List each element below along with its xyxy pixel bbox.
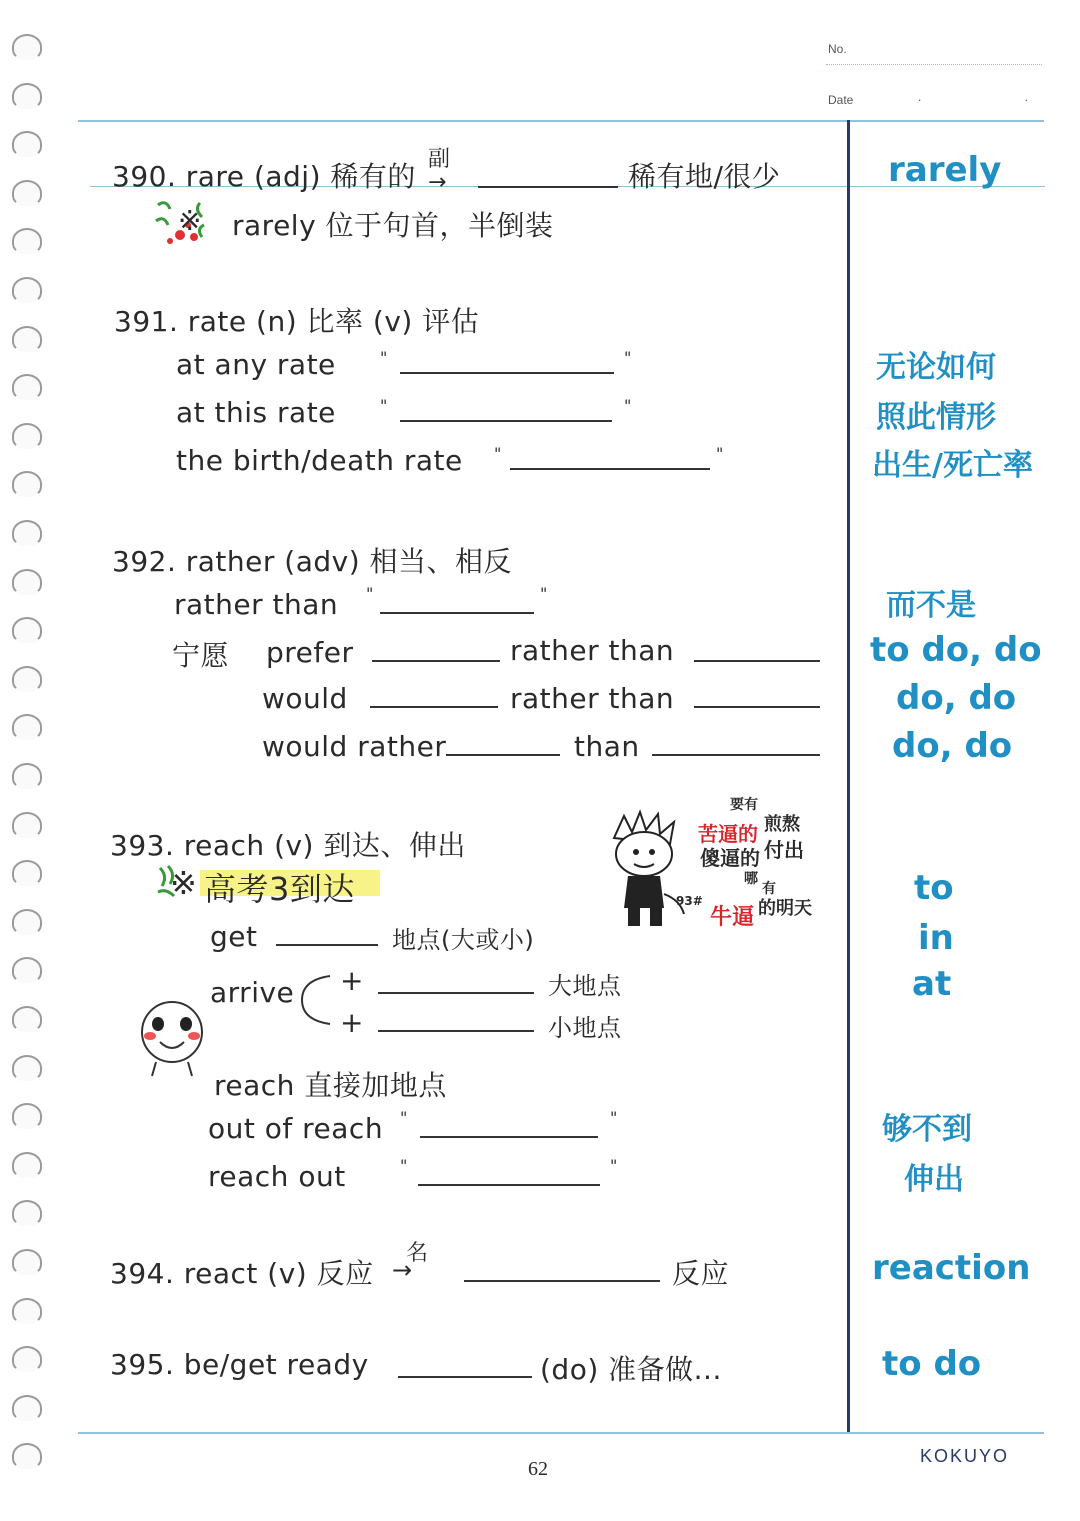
spiral-ring xyxy=(12,326,42,352)
phrase: 地点(大或小) xyxy=(392,926,535,954)
spiral-ring xyxy=(12,180,42,206)
spiral-ring xyxy=(12,909,42,935)
entry-393-title: 393. reach (v) 到达、伸出 xyxy=(110,829,466,862)
quote-mark: " xyxy=(494,444,502,463)
blank xyxy=(380,612,534,614)
quote-mark: " xyxy=(366,584,374,603)
quote-mark: " xyxy=(716,444,724,463)
answer-393-in: in xyxy=(918,918,954,958)
answer-393-oor: 够不到 xyxy=(882,1112,972,1147)
blank xyxy=(400,420,612,422)
sticker-tag: 93# xyxy=(676,894,703,908)
blank xyxy=(378,992,534,994)
blank xyxy=(694,706,820,708)
entry-390-tail: 稀有地/很少 xyxy=(628,160,781,193)
blank xyxy=(420,1136,598,1138)
spiral-ring xyxy=(12,228,42,254)
phrase: rather than xyxy=(510,682,675,715)
answer-391-3: 出生/死亡率 xyxy=(872,448,1033,483)
phrase: reach out xyxy=(208,1160,346,1193)
phrase: out of reach xyxy=(208,1112,384,1145)
entry-395-tail: (do) 准备做... xyxy=(540,1353,722,1386)
entry-392-title: 392. rather (adv) 相当、相反 xyxy=(112,545,513,578)
arrow-icon: → xyxy=(392,1256,413,1284)
brand-logo: KOKUYO xyxy=(920,1446,1010,1466)
entry-390-line: 390. rare (adj) 稀有的 xyxy=(112,160,416,193)
answer-391-1: 无论如何 xyxy=(876,350,996,385)
spiral-ring xyxy=(12,1395,42,1421)
blank xyxy=(276,944,378,946)
blank xyxy=(694,660,820,662)
top-rule xyxy=(78,120,1044,122)
spiral-ring xyxy=(12,763,42,789)
answer-395: to do xyxy=(882,1344,982,1384)
sticker-text: 付出 xyxy=(764,838,804,862)
quote-mark: " xyxy=(610,1156,618,1175)
spiral-ring xyxy=(12,957,42,983)
answer-391-2: 照此情形 xyxy=(876,400,996,435)
sticker-text: 要有 xyxy=(730,797,758,813)
spiral-ring xyxy=(12,860,42,886)
quote-mark: " xyxy=(400,1156,408,1175)
quote-mark: " xyxy=(624,348,632,367)
answer-392-2: to do, do xyxy=(870,630,1042,670)
sticker-text: 傻逼的 xyxy=(700,846,760,870)
spiral-ring xyxy=(12,423,42,449)
cartoon-boy-icon xyxy=(594,808,694,934)
entry-395-line: 395. be/get ready xyxy=(110,1348,369,1381)
sticker-text: 苦逼的 xyxy=(698,822,758,846)
entry-394-tail: 反应 xyxy=(672,1257,730,1290)
answer-390: rarely xyxy=(888,150,1002,190)
blank xyxy=(446,754,560,756)
phrase: 大地点 xyxy=(548,972,622,1000)
spiral-ring xyxy=(12,1006,42,1032)
blank xyxy=(370,706,498,708)
phrase: reach 直接加地点 xyxy=(214,1069,447,1102)
no-dotted-line xyxy=(826,64,1042,65)
blank xyxy=(378,1030,534,1032)
spiral-ring xyxy=(12,1055,42,1081)
phrase: arrive xyxy=(210,976,295,1009)
answer-393-to: to xyxy=(914,868,954,908)
smiley-doodle-icon xyxy=(136,996,208,1078)
entry-393-note: 高考3到达 xyxy=(204,870,355,908)
plus-sign: + xyxy=(340,1006,364,1039)
margin-divider xyxy=(847,120,850,1432)
phrase: prefer xyxy=(266,636,354,669)
spiral-ring xyxy=(12,1249,42,1275)
plus-sign: + xyxy=(340,964,364,997)
page-number: 62 xyxy=(528,1458,548,1480)
phrase: rather than xyxy=(174,588,339,621)
bracket-icon xyxy=(294,970,334,1034)
answer-394: reaction xyxy=(872,1248,1031,1288)
sticker-text: 的明天 xyxy=(758,898,812,919)
entry-394-line: 394. react (v) 反应 xyxy=(110,1257,374,1290)
note-mark: ※ xyxy=(170,864,198,902)
spiral-ring xyxy=(12,1200,42,1226)
phrase: the birth/death rate xyxy=(176,444,463,477)
date-label: Date xyxy=(828,93,854,107)
spiral-ring xyxy=(12,471,42,497)
quote-mark: " xyxy=(380,348,388,367)
phrase: at this rate xyxy=(176,396,336,429)
quote-mark: " xyxy=(400,1108,408,1127)
entry-390-note: rarely 位于句首，半倒装 xyxy=(232,209,554,242)
spiral-ring xyxy=(12,1298,42,1324)
blank xyxy=(372,660,500,662)
spiral-ring xyxy=(12,1152,42,1178)
phrase: would rather xyxy=(262,730,447,763)
arrow-label: 名 xyxy=(406,1241,429,1266)
sticker-text: 煎熬 xyxy=(764,814,800,835)
date-dots: . . xyxy=(918,90,1079,104)
blank xyxy=(652,754,820,756)
note-mark: ※ xyxy=(178,204,202,237)
answer-393-ro: 伸出 xyxy=(904,1162,964,1197)
label: 宁愿 xyxy=(172,639,230,672)
sticker-text: 牛逼 xyxy=(710,905,755,930)
spiral-ring xyxy=(12,617,42,643)
answer-392-1: 而不是 xyxy=(886,588,976,623)
spiral-ring xyxy=(12,714,42,740)
blank xyxy=(478,186,618,188)
quote-mark: " xyxy=(624,396,632,415)
spiral-ring xyxy=(12,34,42,60)
phrase: at any rate xyxy=(176,348,336,381)
answer-393-at: at xyxy=(912,964,952,1004)
spiral-ring xyxy=(12,1443,42,1469)
quote-mark: " xyxy=(380,396,388,415)
bottom-rule xyxy=(78,1432,1044,1434)
blank xyxy=(398,1376,532,1378)
spiral-ring xyxy=(12,277,42,303)
sticker-text: 有 xyxy=(762,881,776,897)
answer-392-3: do, do xyxy=(896,678,1017,718)
spiral-ring xyxy=(12,520,42,546)
answer-392-4: do, do xyxy=(892,726,1013,766)
spiral-ring xyxy=(12,131,42,157)
blank xyxy=(400,372,614,374)
spiral-ring xyxy=(12,83,42,109)
phrase: rather than xyxy=(510,634,675,667)
spiral-ring xyxy=(12,666,42,692)
sticker-text: 哪 xyxy=(744,871,758,887)
spiral-ring xyxy=(12,374,42,400)
quote-mark: " xyxy=(610,1108,618,1127)
spiral-ring xyxy=(12,569,42,595)
spiral-ring xyxy=(12,812,42,838)
arrow-icon: → xyxy=(428,170,447,195)
spiral-ring xyxy=(12,1346,42,1372)
blank xyxy=(464,1280,660,1282)
entry-391-title: 391. rate (n) 比率 (v) 评估 xyxy=(114,305,480,338)
phrase: than xyxy=(574,730,640,763)
blank xyxy=(510,468,710,470)
phrase: would xyxy=(262,682,348,715)
arrow-label: 副 xyxy=(428,147,451,172)
quote-mark: " xyxy=(540,584,548,603)
phrase: 小地点 xyxy=(548,1014,622,1042)
spiral-ring xyxy=(12,1103,42,1129)
phrase: get xyxy=(210,920,258,953)
no-label: No. xyxy=(828,42,847,56)
blank xyxy=(418,1184,600,1186)
